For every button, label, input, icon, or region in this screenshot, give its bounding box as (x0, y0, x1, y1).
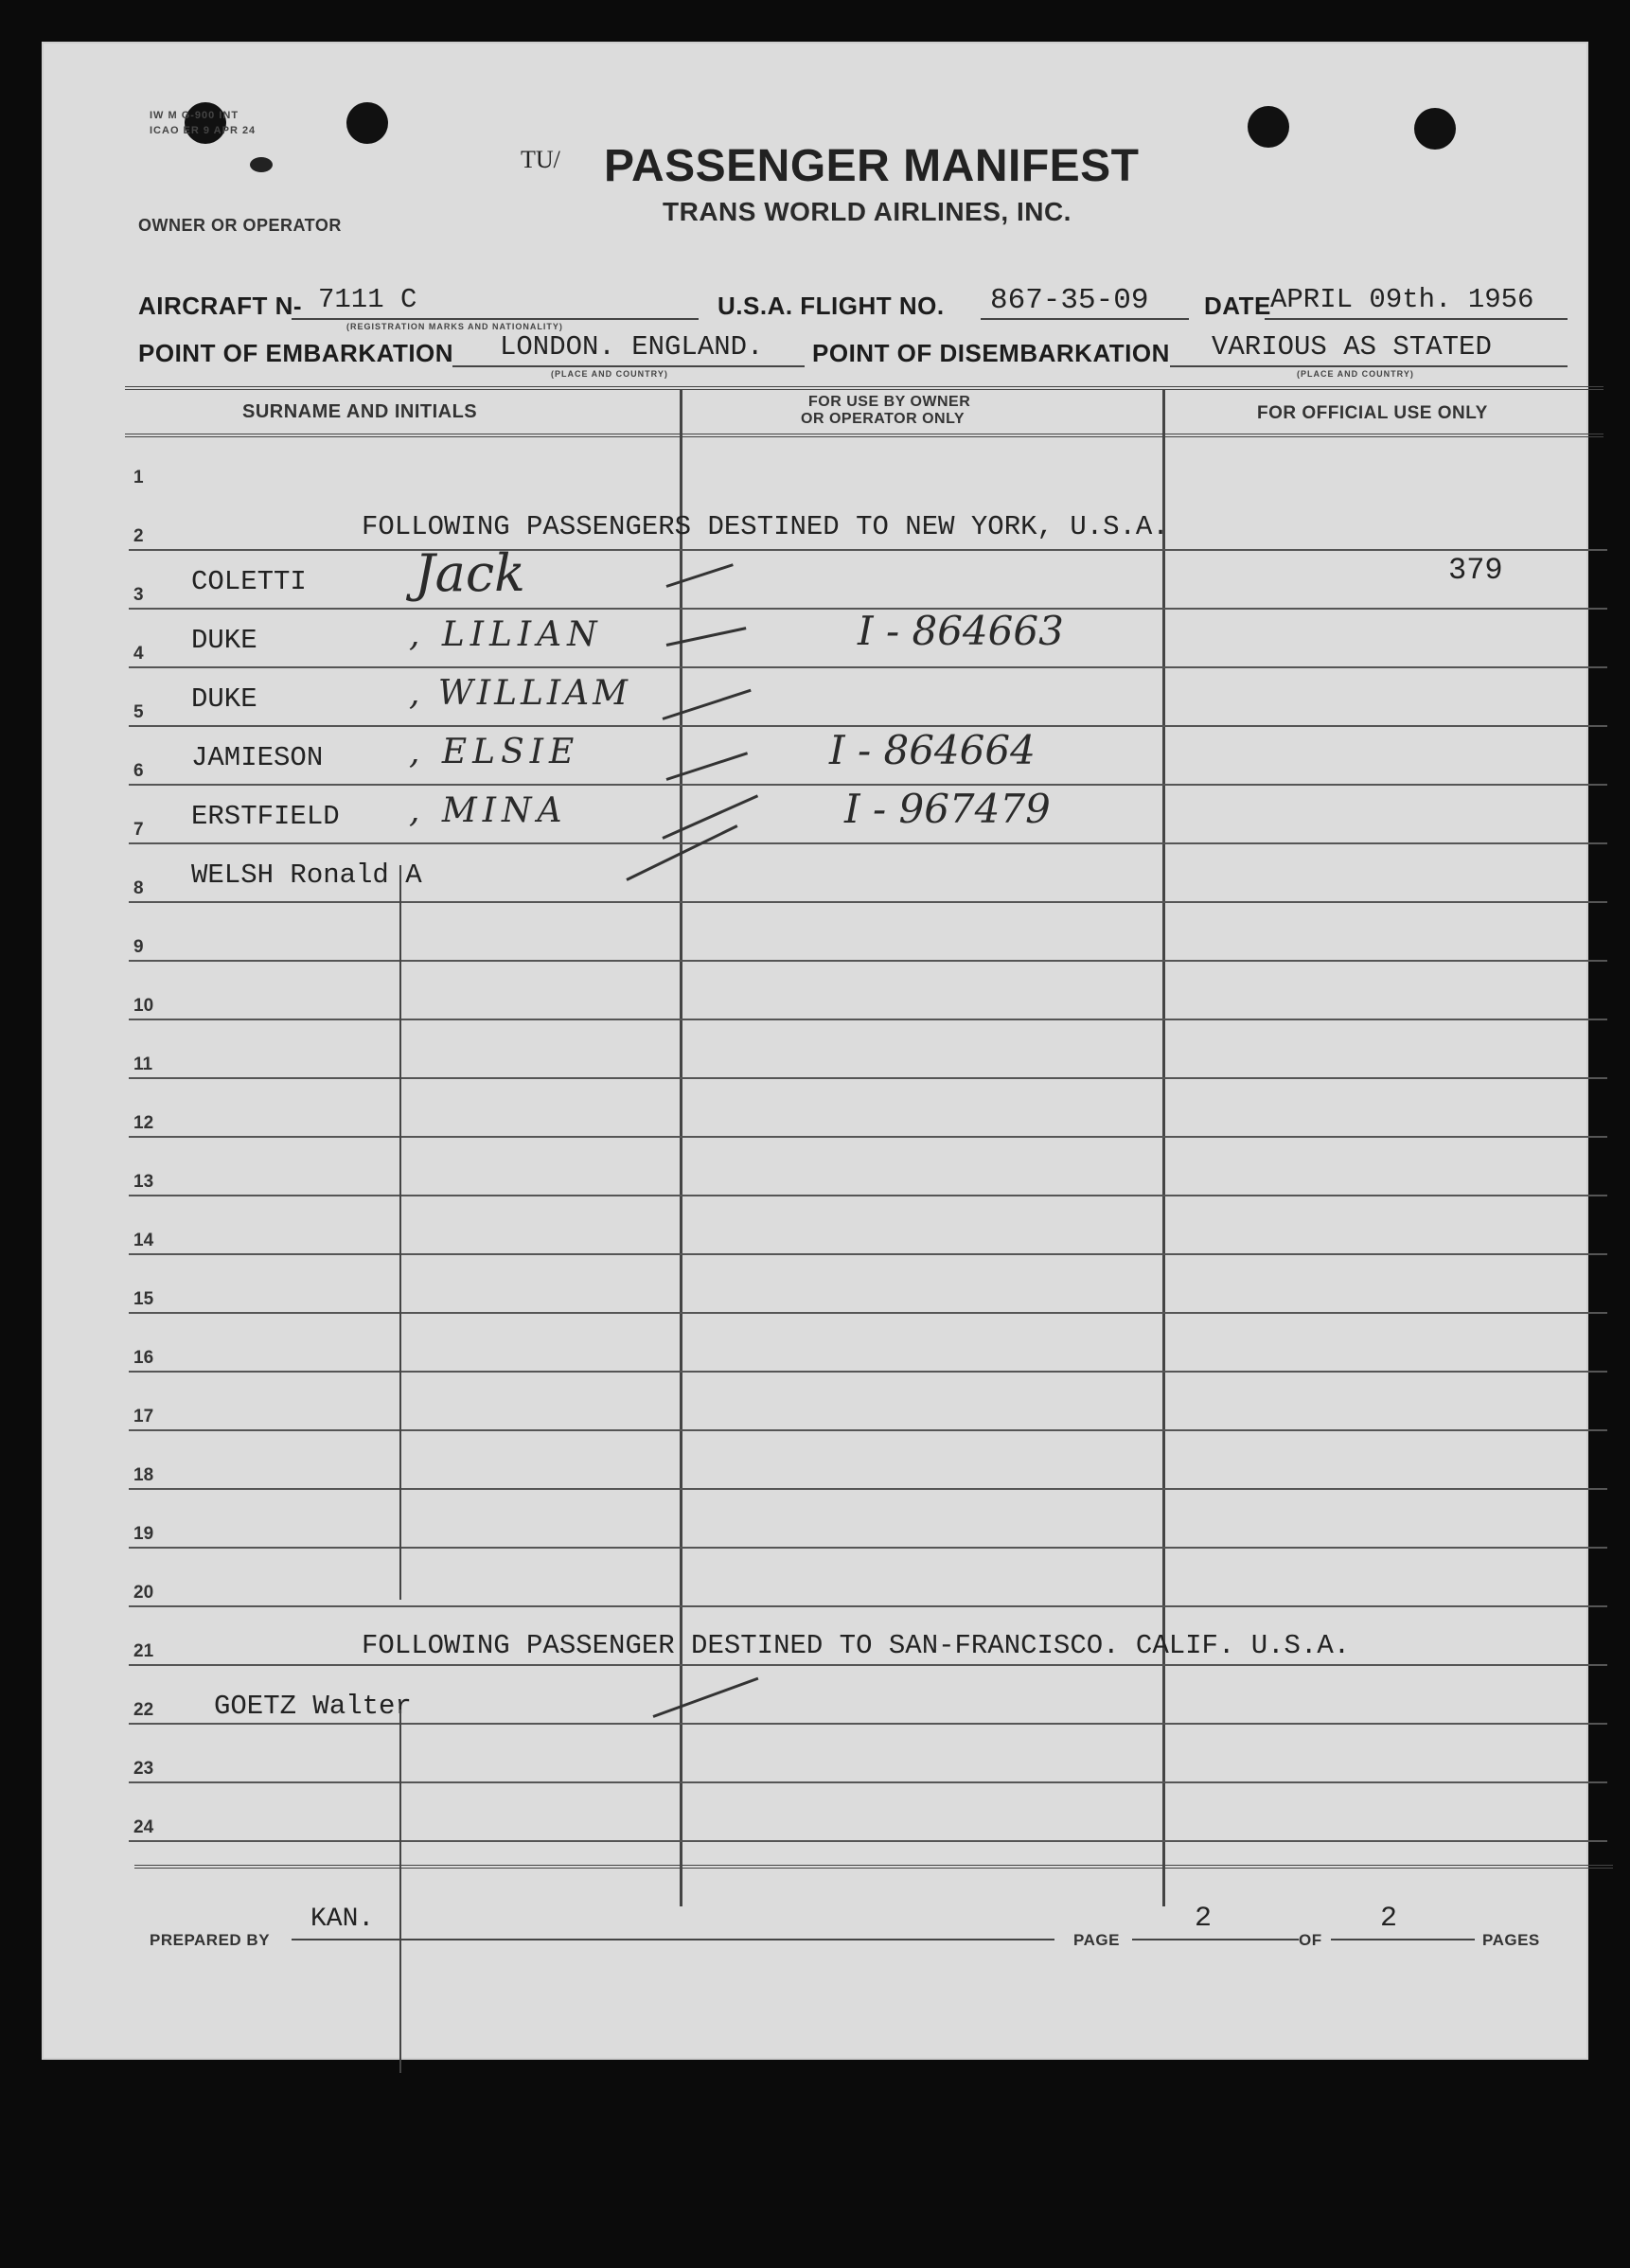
of-underline (1331, 1939, 1475, 1940)
embarkation-underline (452, 365, 805, 367)
row-number: 6 (133, 761, 144, 781)
row-rule (129, 1136, 1607, 1138)
date-underline (1265, 318, 1568, 320)
row-rule (129, 1781, 1607, 1783)
check-mark (666, 627, 747, 647)
document-number: I - 864664 (829, 727, 1036, 773)
document-number: I - 864663 (858, 608, 1064, 654)
row-rule (129, 1605, 1607, 1607)
row-rule (129, 842, 1607, 844)
column-divider (1162, 390, 1165, 1906)
punch-hole (1414, 108, 1456, 150)
passenger-given-handwritten: , MINA (409, 791, 568, 830)
row-number: 3 (133, 585, 144, 605)
row-number: 19 (133, 1524, 154, 1544)
row-number: 20 (133, 1583, 154, 1603)
ditto-line (399, 1710, 401, 2073)
passenger-surname: DUKE (191, 683, 257, 715)
form-stamp-line1: IW M G-900 INT (150, 110, 239, 121)
passenger-name: GOETZ Walter (214, 1691, 412, 1722)
place-note-disembark: (PLACE AND COUNTRY) (1297, 369, 1414, 379)
row-number: 15 (133, 1289, 154, 1309)
owner-operator-label: OWNER OR OPERATOR (138, 216, 342, 235)
check-mark (666, 563, 734, 588)
row-number: 16 (133, 1348, 154, 1368)
ink-blot (250, 157, 273, 172)
punch-hole (1248, 106, 1289, 148)
row-rule (129, 1253, 1607, 1255)
row-number: 4 (133, 644, 144, 664)
row-number: 18 (133, 1465, 154, 1485)
page-value: 2 (1195, 1903, 1213, 1935)
row-number: 9 (133, 937, 144, 957)
disembarkation-value: VARIOUS AS STATED (1212, 331, 1492, 363)
row-number: 14 (133, 1231, 154, 1250)
row-rule (129, 960, 1607, 962)
aircraft-value: 7111 C (318, 284, 417, 315)
embarkation-value: LONDON. ENGLAND. (500, 331, 764, 363)
ditto-line (399, 865, 401, 1600)
column-header-official: FOR OFFICIAL USE ONLY (1257, 403, 1488, 423)
date-label: DATE (1204, 292, 1271, 320)
row-rule (129, 1019, 1607, 1020)
prepared-by-value: KAN. (310, 1905, 375, 1934)
row-number: 17 (133, 1407, 154, 1426)
row-rule (129, 1429, 1607, 1431)
column-header-owner-2: OR OPERATOR ONLY (801, 411, 966, 427)
pages-label: PAGES (1482, 1931, 1540, 1949)
passenger-surname: ERSTFIELD (191, 801, 340, 832)
table-bottom-rule (134, 1865, 1613, 1869)
row-number: 24 (133, 1817, 154, 1837)
passenger-given-handwritten: , LILIAN (409, 615, 603, 654)
check-mark (652, 1677, 758, 1718)
row-number: 1 (133, 468, 144, 487)
row-rule (129, 1312, 1607, 1314)
date-value: APRIL 09th. 1956 (1270, 284, 1534, 315)
registration-note: (REGISTRATION MARKS AND NATIONALITY) (346, 322, 563, 331)
passenger-given-handwritten: Jack (415, 543, 525, 603)
row-rule (129, 1840, 1607, 1842)
table-top-rule (125, 386, 1603, 390)
disembarkation-underline (1170, 365, 1568, 367)
table-header-rule (125, 434, 1603, 437)
column-divider (680, 390, 682, 1906)
passenger-surname: JAMIESON (191, 742, 324, 773)
aircraft-underline (292, 318, 699, 320)
flight-underline (981, 318, 1189, 320)
passenger-given-handwritten: , WILLIAM (409, 674, 632, 713)
row-rule (129, 1723, 1607, 1725)
row-number: 5 (133, 702, 144, 722)
embarkation-label: POINT OF EMBARKATION (138, 339, 454, 367)
check-mark (663, 689, 752, 720)
of-value: 2 (1380, 1903, 1398, 1935)
row-number: 13 (133, 1172, 154, 1192)
passenger-name: WELSH Ronald A (191, 859, 422, 891)
page-label: PAGE (1073, 1931, 1120, 1949)
check-mark (662, 794, 758, 839)
row-number: 8 (133, 878, 144, 898)
punch-hole (185, 102, 226, 144)
page-title: PASSENGER MANIFEST (604, 141, 1140, 191)
flight-label: U.S.A. FLIGHT NO. (718, 292, 945, 320)
row-rule (129, 1371, 1607, 1373)
row-number: 11 (133, 1054, 153, 1074)
row-rule (129, 1195, 1607, 1196)
place-note-embark: (PLACE AND COUNTRY) (551, 369, 668, 379)
title-prefix: TU/ (521, 146, 560, 173)
aircraft-label: AIRCRAFT N- (138, 292, 303, 320)
disembarkation-label: POINT OF DISEMBARKATION (812, 339, 1170, 367)
column-header-surname: SURNAME AND INITIALS (242, 401, 478, 422)
row-number: 2 (133, 526, 144, 546)
passenger-surname: COLETTI (191, 566, 307, 597)
airline-name: TRANS WORLD AIRLINES, INC. (663, 197, 1072, 226)
document-number: I - 967479 (844, 786, 1051, 832)
passenger-surname: DUKE (191, 625, 257, 656)
destination-heading: FOLLOWING PASSENGERS DESTINED TO NEW YORK, U.S.A. (362, 511, 1169, 542)
row-number: 22 (133, 1700, 154, 1720)
row-number: 23 (133, 1759, 154, 1779)
flight-value: 867-35-09 (990, 284, 1149, 317)
manifest-sheet (42, 42, 1588, 2060)
punch-hole (346, 102, 388, 144)
row-number: 21 (133, 1641, 154, 1661)
prepared-underline (292, 1939, 1054, 1940)
official-number: 379 (1448, 553, 1503, 588)
prepared-by-label: PREPARED BY (150, 1931, 271, 1949)
row-rule (129, 1077, 1607, 1079)
row-rule (129, 1547, 1607, 1549)
row-rule (129, 549, 1607, 551)
form-stamp-line2: ICAO ER 9 APR 24 (150, 125, 257, 136)
destination-heading: FOLLOWING PASSENGER DESTINED TO SAN-FRANCISCO. CALIF. U.S.A. (362, 1630, 1351, 1661)
column-header-owner-1: FOR USE BY OWNER (808, 394, 971, 410)
row-number: 12 (133, 1113, 154, 1133)
passenger-given-handwritten: , ELSIE (409, 733, 580, 771)
row-rule (129, 1664, 1607, 1666)
row-rule (129, 666, 1607, 668)
check-mark (666, 752, 749, 781)
page-underline (1132, 1939, 1299, 1940)
row-number: 7 (133, 820, 144, 840)
of-label: OF (1299, 1931, 1322, 1949)
row-number: 10 (133, 996, 154, 1016)
row-rule (129, 1488, 1607, 1490)
row-rule (129, 901, 1607, 903)
